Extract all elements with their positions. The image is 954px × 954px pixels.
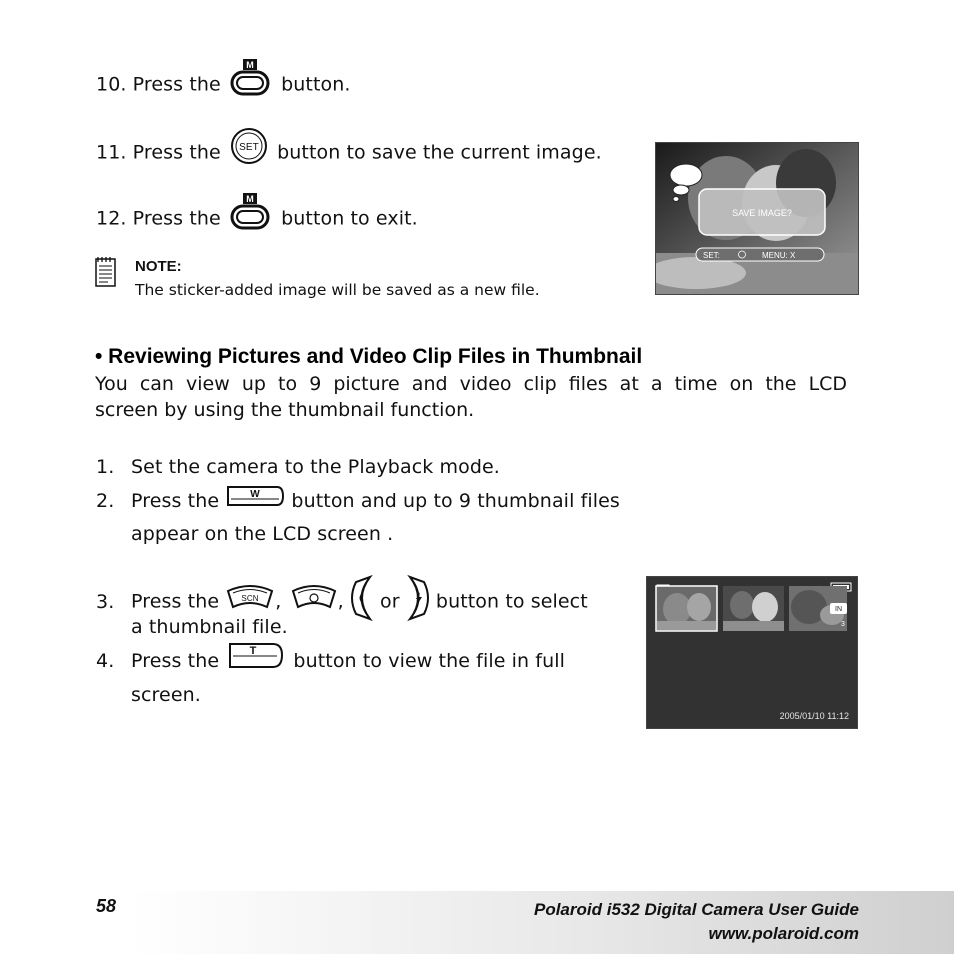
- step-11: [96, 140, 602, 166]
- step-number: 4.: [96, 650, 115, 672]
- step-number: 12.: [96, 207, 127, 230]
- notepad-icon: [94, 256, 118, 288]
- step-text-before: Press the: [132, 141, 221, 164]
- intro-line-2: screen by using the thumbnail function.: [95, 399, 475, 421]
- self-timer-button-icon: [290, 583, 338, 611]
- lcd-thumbnail-screen: [646, 576, 858, 729]
- step-text-after: button.: [281, 73, 351, 96]
- scn-left-button-icon: [225, 583, 275, 611]
- step-number: 11.: [96, 141, 127, 164]
- step-text-before: Press the: [131, 590, 220, 613]
- step-number: 2.: [96, 490, 115, 512]
- comma-1: ,: [275, 590, 282, 613]
- m-button-icon: [229, 192, 273, 232]
- m-label: M: [246, 194, 254, 204]
- or-text: or: [379, 590, 400, 613]
- step-10: [96, 60, 351, 98]
- footer-url[interactable]: www.polaroid.com: [708, 924, 859, 943]
- step-text-before: Press the: [132, 73, 221, 96]
- lcd-thumbnail-view: [647, 577, 857, 728]
- flash-button-icon: [406, 574, 430, 622]
- lcd-save-image-screen: [655, 142, 859, 295]
- footer-title: Polaroid i532 Digital Camera User Guide: [533, 900, 859, 919]
- step-text-before: Press the: [131, 490, 220, 512]
- page-number: 58: [96, 896, 117, 916]
- note-label: NOTE:: [135, 258, 182, 275]
- t-label: T: [249, 644, 257, 657]
- t-zoom-button-icon: [227, 639, 285, 671]
- comma-2: ,: [337, 590, 344, 613]
- lcd-photo: [656, 143, 858, 294]
- section-heading: • Reviewing Pictures and Video Clip Files in Thumbnail: [95, 345, 643, 368]
- step-12: [96, 194, 418, 232]
- w-zoom-button-icon: [225, 483, 285, 509]
- step-4: [96, 644, 565, 672]
- lcd-menu-label: MENU: X: [762, 251, 796, 260]
- step-number: 1.: [96, 456, 115, 478]
- step-text-after: button to view the file in full: [293, 650, 565, 672]
- intro-line-1: You can view up to 9 picture and video clip files at a time on the LCD: [95, 373, 848, 395]
- thumbnail-datetime: 2005/01/10 11:12: [779, 711, 849, 721]
- step-2: [96, 490, 620, 512]
- save-image-prompt: SAVE IMAGE?: [732, 208, 792, 218]
- step-text-before: Press the: [132, 207, 221, 230]
- m-button-icon: [229, 58, 273, 98]
- step-number: 10.: [96, 73, 127, 96]
- step-1: [96, 456, 500, 478]
- lcd-set-label: SET:: [703, 251, 720, 260]
- m-label: M: [246, 60, 254, 70]
- step-text-after: button to exit.: [281, 207, 418, 230]
- step-2-line-2: appear on the LCD screen .: [131, 523, 394, 545]
- set-label: SET: [239, 142, 259, 153]
- step-3-line-2: a thumbnail file.: [131, 616, 288, 638]
- step-4-line-2: screen.: [131, 684, 201, 706]
- step-text-before: Press the: [131, 650, 220, 672]
- step-text-after: button to select: [435, 590, 588, 613]
- step-text: Set the camera to the Playback mode.: [131, 456, 500, 478]
- scn-label: SCN: [241, 594, 259, 603]
- step-text-after: button and up to 9 thumbnail files: [291, 490, 620, 512]
- set-button-icon: [229, 126, 269, 166]
- image-count: 3: [841, 621, 845, 628]
- in-badge-text: IN: [835, 606, 842, 613]
- step-number: 3.: [96, 590, 115, 613]
- w-label: W: [250, 488, 261, 500]
- step-text-after: button to save the current image.: [277, 141, 602, 164]
- note-text: The sticker-added image will be saved as a new file.: [135, 281, 540, 299]
- macro-button-icon: [350, 574, 374, 622]
